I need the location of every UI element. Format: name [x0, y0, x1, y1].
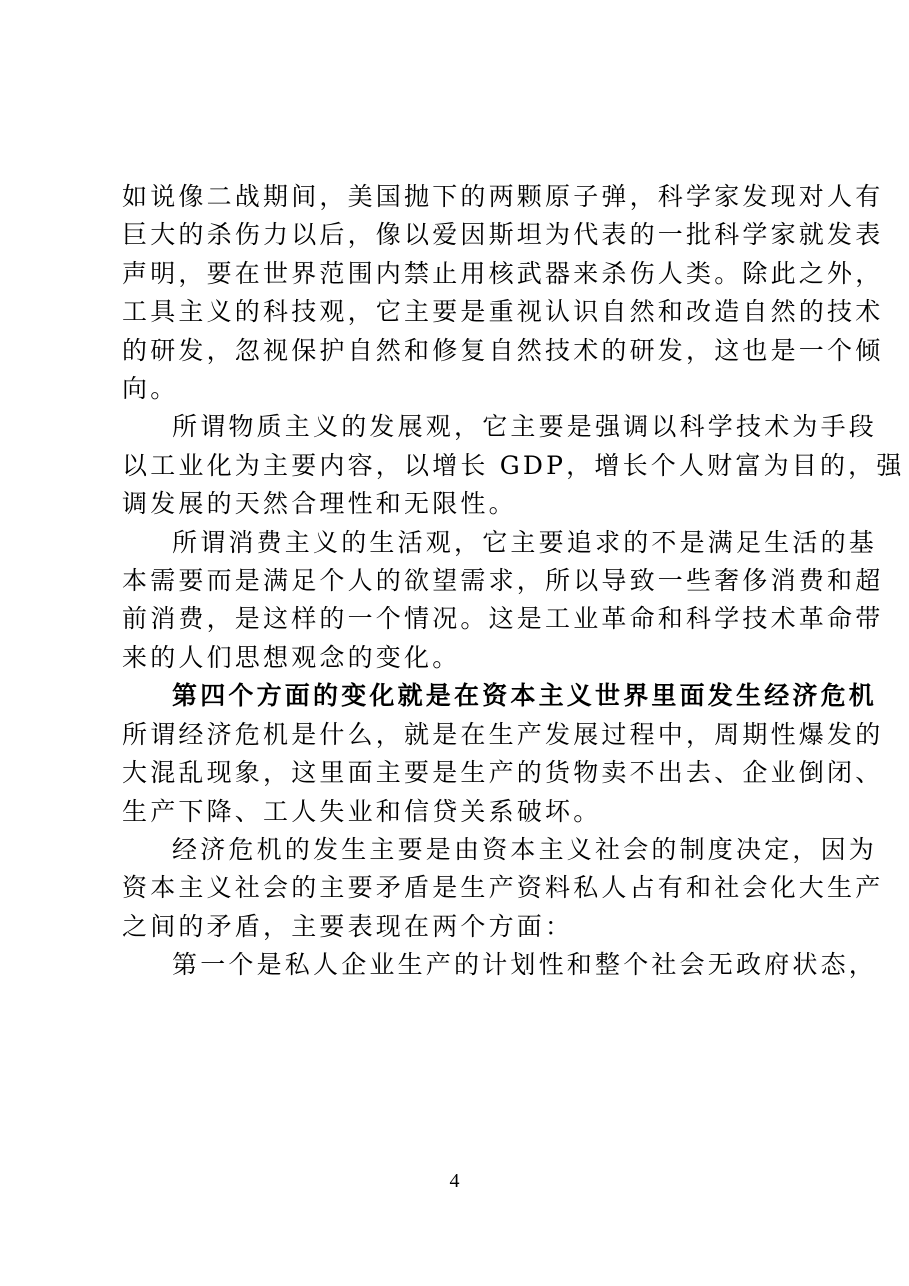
text-line: 生产下降、工人失业和信贷关系破坏。 [122, 796, 602, 826]
text-line: 所谓消费主义的生活观，它主要追求的不是满足生活的基 [172, 527, 878, 557]
text-line: 所谓物质主义的发展观，它主要是强调以科学技术为手段 [172, 412, 878, 442]
text-line: 声明，要在世界范围内禁止用核武器来杀伤人类。除此之外， [122, 258, 884, 288]
text-line: 调发展的天然合理性和无限性。 [122, 489, 517, 519]
text-line: 向。 [122, 374, 179, 404]
paragraph-5 [122, 716, 884, 831]
document-body [122, 178, 905, 985]
paragraph-3 [122, 524, 884, 678]
text-line: 前消费，是这样的一个情况。这是工业革命和科学技术革命带 [122, 604, 884, 634]
text-line: 来的人们思想观念的变化。 [122, 642, 461, 672]
text-line: 本需要而是满足个人的欲望需求，所以导致一些奢侈消费和超 [122, 566, 884, 596]
text-line: 巨大的杀伤力以后，像以爱因斯坦为代表的一批科学家就发表 [122, 220, 884, 250]
paragraph-7 [122, 946, 878, 984]
paragraph-2 [122, 408, 905, 523]
text-line: 如说像二战期间，美国抛下的两颗原子弹，科学家发现对人有 [122, 182, 884, 211]
paragraph-6 [122, 831, 884, 946]
text-line: 经济危机的发生主要是由资本主义社会的制度决定，因为 [172, 834, 878, 864]
heading-line: 第四个方面的变化就是在资本主义世界里面发生经济危机 [172, 681, 878, 711]
text-line: 资本主义社会的主要矛盾是生产资料私人占有和社会化大生产 [122, 873, 884, 903]
text-line: 的研发，忽视保护自然和修复自然技术的研发，这也是一个倾 [122, 335, 884, 365]
text-line: 之间的矛盾，主要表现在两个方面： [122, 911, 574, 941]
paragraph-1 [122, 178, 884, 408]
text-line: 第一个是私人企业生产的计划性和整个社会无政府状态， [172, 950, 878, 980]
section-heading [122, 677, 878, 715]
page-number: 4 [449, 1170, 460, 1192]
text-line: 以工业化为主要内容，以增长 GDP，增长个人财富为目的，强 [122, 450, 905, 480]
text-line: 工具主义的科技观，它主要是重视认识自然和改造自然的技术 [122, 297, 884, 327]
text-line: 大混乱现象，这里面主要是生产的货物卖不出去、企业倒闭、 [122, 758, 884, 788]
text-line: 所谓经济危机是什么，就是在生产发展过程中，周期性爆发的 [122, 719, 884, 749]
